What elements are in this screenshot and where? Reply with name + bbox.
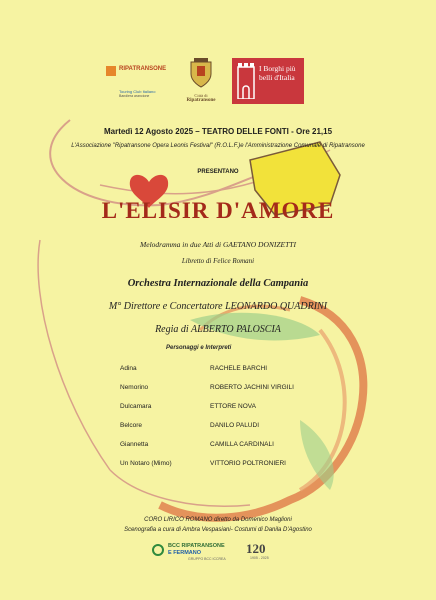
cast-actor: RACHELE BARCHI xyxy=(210,365,268,372)
crest-icon xyxy=(189,58,213,88)
touring-club-name: Touring Club Italiano xyxy=(119,89,156,94)
cast-actor: ETTORE NOVA xyxy=(210,403,256,410)
bcc-mark-icon xyxy=(152,544,164,556)
cast-row xyxy=(0,441,436,453)
borghi-logo xyxy=(232,58,304,104)
anniversary-years: 1905 - 2025 xyxy=(250,556,269,560)
libretto-line: Libretto di Felice Romani xyxy=(181,257,255,265)
orchestra-line: Orchestra Internazionale della Campania xyxy=(127,278,309,289)
cast-role: Nemorino xyxy=(120,384,149,391)
opera-subtitle: Melodramma in due Atti di GAETANO DONIZETTI xyxy=(140,240,296,249)
bcc-group-label: GRUPPO BCC ICCREA xyxy=(188,557,226,561)
ripatransone-name: RIPATRANSONE xyxy=(119,66,167,72)
director-line: M° Direttore e Concertatore LEONARDO QUADRINI xyxy=(108,301,328,312)
presentano-label: PRESENTANO xyxy=(197,169,239,175)
cast-row xyxy=(0,384,436,396)
cast-row xyxy=(0,403,436,415)
logo-strip xyxy=(0,58,436,113)
cast-role: Un Notaro (Mimo) xyxy=(120,460,172,467)
bcc-name xyxy=(168,543,225,556)
city-label: Città di xyxy=(194,93,208,98)
cast-role: Belcore xyxy=(120,422,143,429)
touring-club-sub: Bandiera arancione xyxy=(119,94,150,98)
city-crest-logo xyxy=(181,58,221,106)
cast-role: Dulcamara xyxy=(120,403,152,410)
glass-swirl-line xyxy=(110,470,250,506)
cast-role: Giannetta xyxy=(120,441,149,448)
opera-title: L'ELISIR D'AMORE xyxy=(101,198,335,223)
regia-line: Regia di ALBERTO PALOSCIA xyxy=(155,324,281,335)
cast-header: Personaggi e Interpreti xyxy=(166,345,232,351)
anniversary-number: 120 xyxy=(246,541,266,556)
cast-actor: ROBERTO JACHINI VIRGILI xyxy=(210,384,294,391)
cast-row xyxy=(0,365,436,377)
association-line: L'Associazione "Ripatransone Opera Leonis Festival" (R.O.L.F.)e l'Amministrazione Comunale di Ripatransone xyxy=(71,143,365,149)
cast-actor: VITTORIO POLTRONIERI xyxy=(210,460,286,467)
tower-icon xyxy=(236,63,256,99)
cast-row xyxy=(0,422,436,434)
cast-row xyxy=(0,460,436,472)
city-name: Ripatransone xyxy=(186,98,216,103)
cast-actor: DANILO PALUDI xyxy=(210,422,260,429)
bcc-name-line1: BCC RIPATRANSONE xyxy=(168,543,225,549)
glass-swirl-line xyxy=(38,240,110,470)
bcc-sponsor-logo xyxy=(152,541,276,567)
ripatransone-mark-icon xyxy=(106,66,116,76)
scenografia-line: Scenografia a cura di Ambra Vespasiani- Costumi di Danila D'Agostino xyxy=(124,527,312,533)
bcc-name-line2: E FERMANO xyxy=(168,549,201,556)
cast-role: Adina xyxy=(120,365,137,372)
ripatransone-logo xyxy=(106,66,178,102)
event-date-line: Martedì 12 Agosto 2025 – TEATRO DELLE FONTI - Ore 21,15 xyxy=(103,127,333,136)
cast-actor: CAMILLA CARDINALI xyxy=(210,441,274,448)
borghi-text: I Borghi più belli d'Italia xyxy=(259,64,296,82)
coro-line: CORO LIRICO ROMANO diretto da Domenico Maglioni xyxy=(144,517,292,523)
